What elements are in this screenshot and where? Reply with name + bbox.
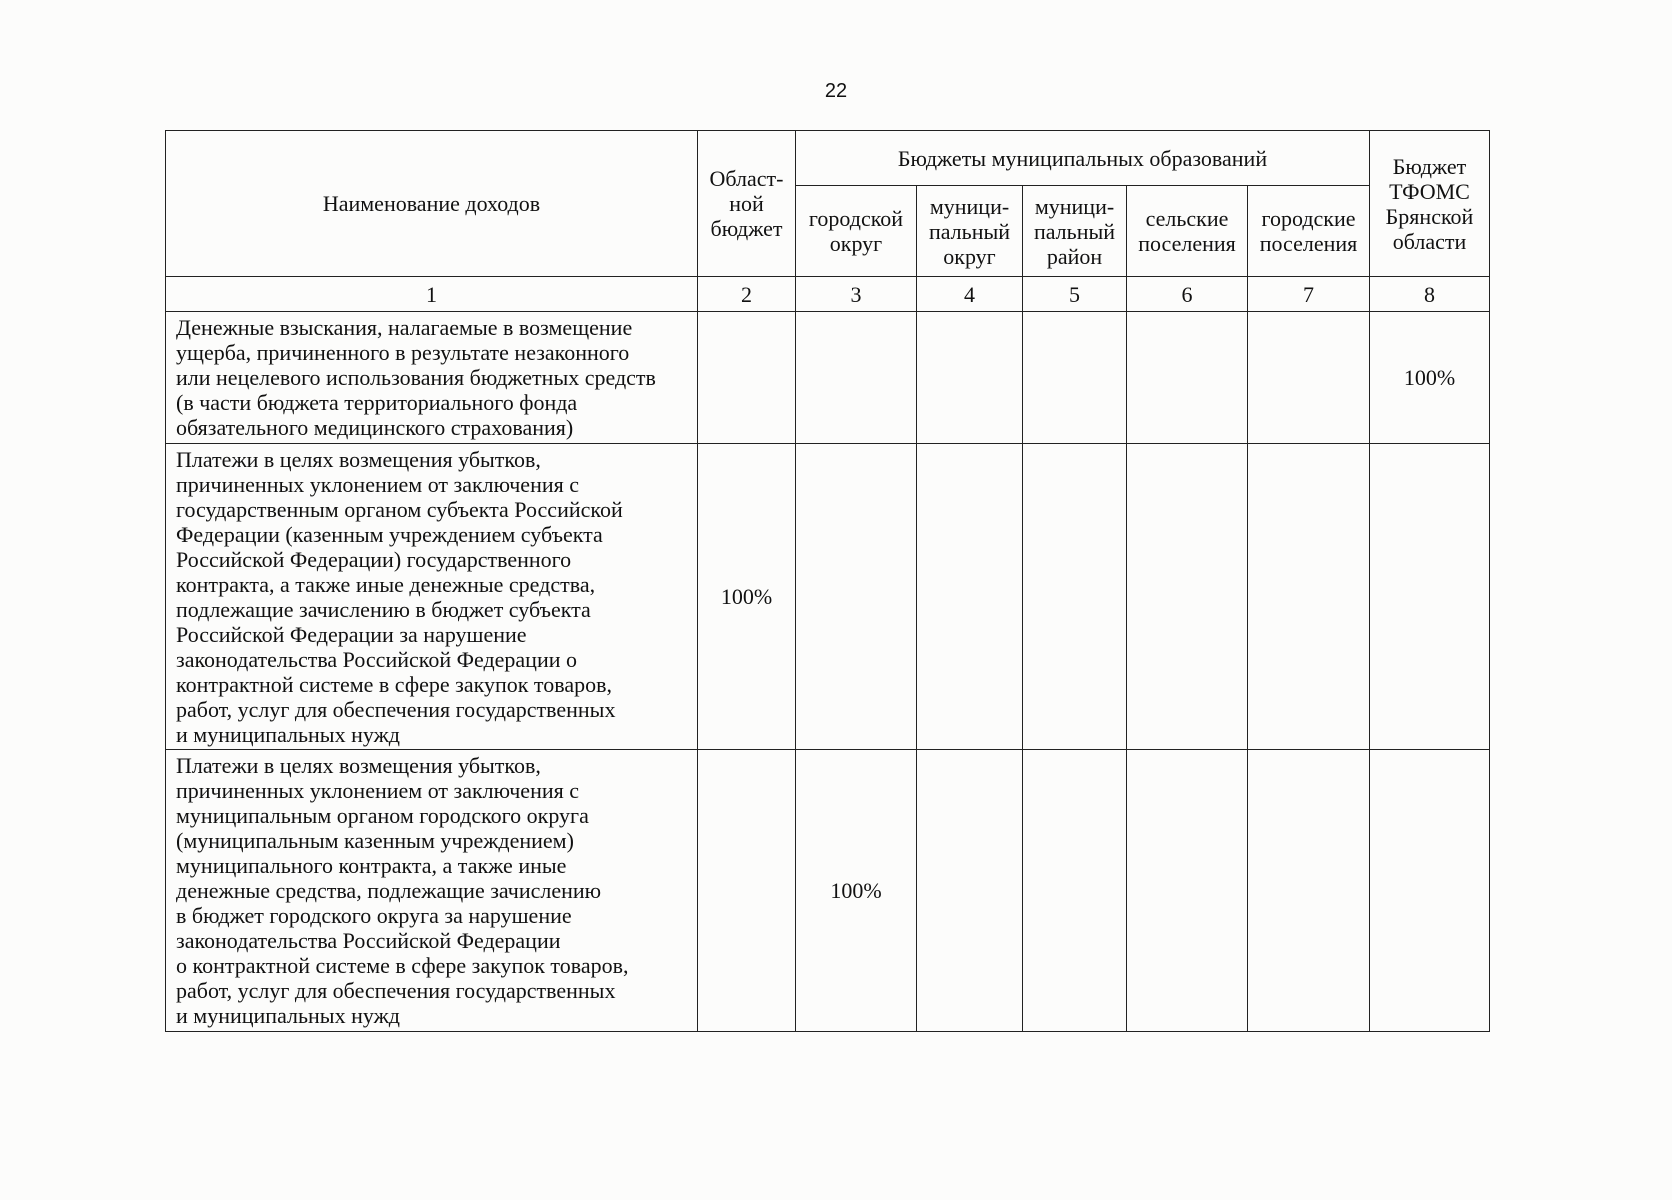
header-line: муници- bbox=[1034, 193, 1115, 219]
header-income-name: Наименование доходов bbox=[166, 131, 698, 277]
value-cell: 100% bbox=[796, 750, 917, 1032]
income-name-line: о контрактной системе в сфере закупок товаров, bbox=[176, 953, 629, 978]
header-line: пальный bbox=[928, 218, 1011, 244]
header-municipal-district bbox=[917, 186, 1023, 277]
header-line: район bbox=[1046, 243, 1103, 269]
income-name-line: подлежащие зачислению в бюджет субъекта bbox=[176, 597, 591, 622]
income-name-line: законодательства Российской Федерации bbox=[176, 928, 561, 953]
value-cell bbox=[1370, 750, 1490, 1032]
column-number: 8 bbox=[1370, 277, 1490, 312]
value-cell bbox=[1370, 444, 1490, 750]
table-row bbox=[166, 444, 1490, 750]
income-name-cell bbox=[166, 312, 698, 444]
value-cell bbox=[1248, 750, 1370, 1032]
income-name-line: контракта, а также иные денежные средства, bbox=[176, 572, 596, 597]
value-cell bbox=[917, 312, 1023, 444]
header-tfoms-line: ТФОМС bbox=[1389, 178, 1470, 204]
value-cell bbox=[1248, 444, 1370, 750]
page-number: 22 bbox=[824, 80, 848, 102]
income-name-line: ущерба, причиненного в результате незаконного bbox=[176, 340, 630, 365]
header-tfoms-line: Брянской bbox=[1385, 203, 1474, 229]
value-cell bbox=[796, 312, 917, 444]
table-row bbox=[166, 750, 1490, 1032]
column-number: 6 bbox=[1127, 277, 1248, 312]
income-name-line: контрактной системе в сфере закупок товаров, bbox=[176, 672, 612, 697]
value-cell: 100% bbox=[1370, 312, 1490, 444]
column-number: 4 bbox=[917, 277, 1023, 312]
header-line: муници- bbox=[929, 193, 1010, 219]
value-cell bbox=[1127, 444, 1248, 750]
column-number-row bbox=[166, 277, 1490, 312]
value-cell bbox=[698, 312, 796, 444]
income-name-line: и муниципальных нужд bbox=[176, 722, 400, 747]
header-line: поселения bbox=[1138, 231, 1236, 256]
income-name-line: законодательства Российской Федерации о bbox=[176, 647, 578, 672]
income-name-line: (муниципальным казенным учреждением) bbox=[176, 828, 574, 853]
header-line: сельские bbox=[1145, 206, 1229, 231]
income-name-line: и муниципальных нужд bbox=[176, 1003, 400, 1028]
header-tfoms-budget bbox=[1370, 131, 1490, 277]
value-cell bbox=[1023, 750, 1127, 1032]
header-regional-budget-line: Област- bbox=[709, 166, 784, 191]
value-cell bbox=[796, 444, 917, 750]
value-cell: 100% bbox=[698, 444, 796, 750]
income-name-line: в бюджет городского округа за нарушение bbox=[176, 903, 572, 928]
column-number: 2 bbox=[698, 277, 796, 312]
income-name-line: обязательного медицинского страхования) bbox=[176, 415, 574, 440]
header-municipal-budgets: Бюджеты муниципальных образований bbox=[796, 131, 1370, 186]
header-regional-budget-line: бюджет bbox=[710, 216, 783, 241]
header-tfoms-line: области bbox=[1392, 228, 1467, 254]
header-tfoms-line: Бюджет bbox=[1392, 153, 1467, 179]
column-number: 7 bbox=[1248, 277, 1370, 312]
income-name-line: Российской Федерации за нарушение bbox=[176, 622, 527, 647]
value-cell bbox=[698, 750, 796, 1032]
header-line: поселения bbox=[1259, 231, 1358, 256]
value-cell bbox=[1127, 312, 1248, 444]
header-line: округ bbox=[829, 231, 883, 256]
header-city-district bbox=[796, 186, 917, 277]
header-urban-settlements bbox=[1248, 186, 1370, 277]
header-regional-budget bbox=[698, 131, 796, 277]
income-name-line: государственным органом субъекта Российской bbox=[176, 497, 623, 522]
income-name-line: работ, услуг для обеспечения государственных bbox=[176, 978, 616, 1003]
income-name-line: работ, услуг для обеспечения государственных bbox=[176, 697, 616, 722]
header-regional-budget-line: ной bbox=[729, 191, 764, 216]
header-rural-settlements bbox=[1127, 186, 1248, 277]
header-line: городские bbox=[1261, 206, 1356, 231]
income-name-line: муниципальным органом городского округа bbox=[176, 803, 589, 828]
income-name-line: причиненных уклонением от заключения с bbox=[176, 778, 579, 803]
header-municipal-area bbox=[1023, 186, 1127, 277]
header-line: пальный bbox=[1033, 218, 1116, 244]
value-cell bbox=[917, 444, 1023, 750]
value-cell bbox=[1127, 750, 1248, 1032]
income-name-line: (в части бюджета территориального фонда bbox=[176, 390, 578, 415]
column-number: 5 bbox=[1023, 277, 1127, 312]
column-number: 1 bbox=[166, 277, 698, 312]
income-name-line: Федерации (казенным учреждением субъекта bbox=[176, 522, 603, 547]
income-name-cell bbox=[166, 750, 698, 1032]
value-cell bbox=[1023, 444, 1127, 750]
income-name-line: Денежные взыскания, налагаемые в возмещение bbox=[176, 315, 633, 340]
column-number: 3 bbox=[796, 277, 917, 312]
income-name-line: муниципального контракта, а также иные bbox=[176, 853, 567, 878]
value-cell bbox=[1248, 312, 1370, 444]
income-name-line: Российской Федерации) государственного bbox=[176, 547, 572, 572]
revenue-distribution-table bbox=[165, 130, 1490, 1032]
value-cell bbox=[917, 750, 1023, 1032]
income-name-line: денежные средства, подлежащие зачислению bbox=[176, 878, 602, 903]
header-line: округ bbox=[943, 243, 996, 269]
value-cell bbox=[1023, 312, 1127, 444]
income-name-line: причиненных уклонением от заключения с bbox=[176, 472, 579, 497]
income-name-line: Платежи в целях возмещения убытков, bbox=[176, 753, 541, 778]
table-row bbox=[166, 312, 1490, 444]
income-name-line: Платежи в целях возмещения убытков, bbox=[176, 447, 541, 472]
header-line: городской bbox=[808, 206, 904, 231]
income-name-cell bbox=[166, 444, 698, 750]
income-name-line: или нецелевого использования бюджетных средств bbox=[176, 365, 656, 390]
